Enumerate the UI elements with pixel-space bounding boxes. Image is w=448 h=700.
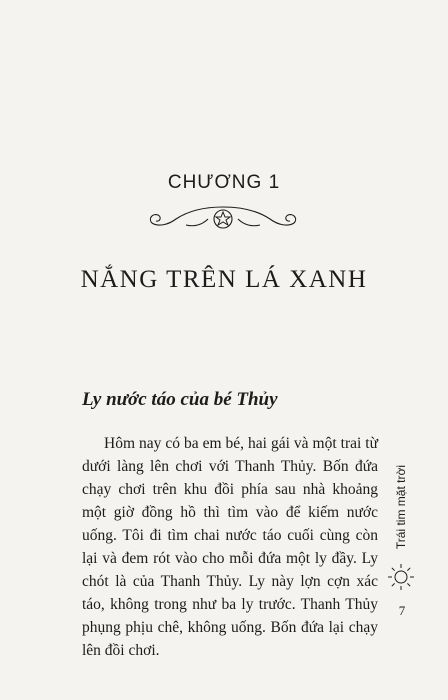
star-icon (216, 212, 230, 225)
flourish-ornament (148, 197, 298, 237)
chapter-title: NẮNG TRÊN LÁ XANH (80, 266, 368, 293)
sun-icon (386, 562, 416, 592)
series-brand (391, 452, 411, 562)
body-text (82, 432, 378, 662)
series-brand-label: Trái tim mặt trời (394, 464, 408, 550)
paragraph: Hôm nay có ba em bé, hai gái và một trai từ dưới làng lên chơi với Thanh Thủy. Bốn đứa chạy chơi trên khu đồi phía sau nhà khoảng một giờ đồng hồ thì tìm vào để kiếm nước uống. Tôi đi tìm chai nước táo cuối cùng còn lại và đem rót vào cho mỗi đứa một ly đầy. Ly chót là của Thanh Thủy. Ly này lợn cợn xác táo, không trong như ba ly trước. Thanh Thủy phụng phịu chê, không uống. Bốn đứa lại chạy lên đồi chơi. (82, 435, 378, 659)
page-number: 7 (398, 603, 406, 618)
chapter-label: CHƯƠNG 1 (167, 172, 281, 193)
section-title: Ly nước táo của bé Thủy (82, 389, 278, 410)
